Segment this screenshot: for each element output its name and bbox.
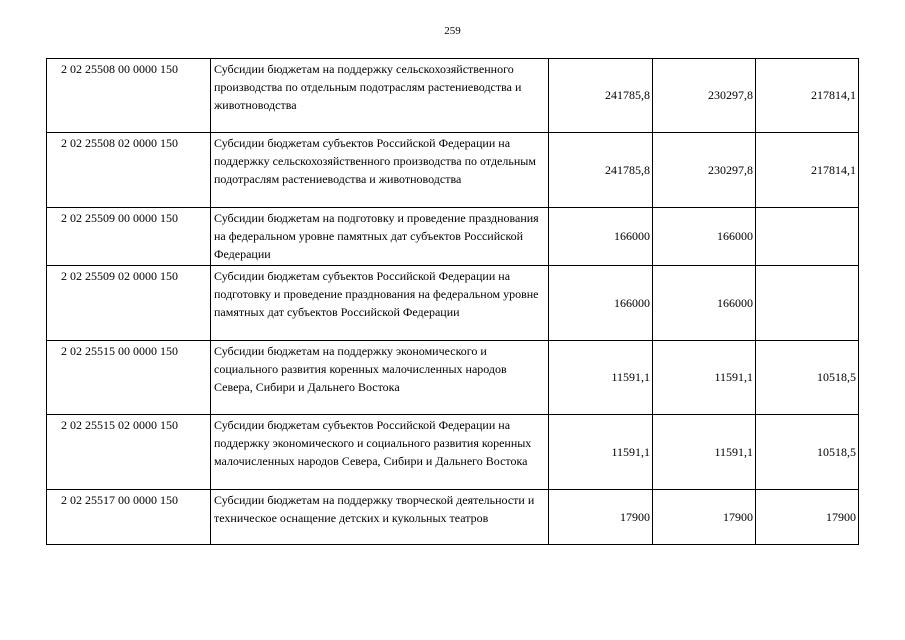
table-row bbox=[47, 208, 859, 266]
budget-description: Субсидии бюджетам на подготовку и проведение празднования на федеральном уровне памятных дат субъектов Российской Федерации bbox=[211, 208, 549, 266]
value-year-1: 11591,1 bbox=[549, 415, 653, 490]
value-year-1: 11591,1 bbox=[549, 341, 653, 415]
value-year-3: 10518,5 bbox=[756, 415, 859, 490]
value-year-2: 230297,8 bbox=[653, 133, 756, 208]
value-year-1: 241785,8 bbox=[549, 133, 653, 208]
budget-code: 2 02 25509 02 0000 150 bbox=[47, 266, 211, 341]
value-year-2: 166000 bbox=[653, 266, 756, 341]
budget-code: 2 02 25508 02 0000 150 bbox=[47, 133, 211, 208]
value-year-3: 217814,1 bbox=[756, 133, 859, 208]
budget-code: 2 02 25515 00 0000 150 bbox=[47, 341, 211, 415]
table-row bbox=[47, 266, 859, 341]
value-year-3 bbox=[756, 266, 859, 341]
budget-description: Субсидии бюджетам на поддержку сельскохозяйственного производства по отдельным подотраслям растениеводства и животноводства bbox=[211, 59, 549, 133]
table-row bbox=[47, 341, 859, 415]
budget-description: Субсидии бюджетам на поддержку экономического и социального развития коренных малочисленных народов Севера, Сибири и Дальнего Востока bbox=[211, 341, 549, 415]
page-number: 259 bbox=[444, 25, 461, 37]
budget-description: Субсидии бюджетам на поддержку творческой деятельности и техническое оснащение детских и кукольных театров bbox=[211, 490, 549, 545]
table-row bbox=[47, 415, 859, 490]
value-year-2: 17900 bbox=[653, 490, 756, 545]
table-row bbox=[47, 490, 859, 545]
value-year-2: 11591,1 bbox=[653, 341, 756, 415]
budget-table bbox=[46, 58, 859, 545]
budget-code: 2 02 25515 02 0000 150 bbox=[47, 415, 211, 490]
value-year-3 bbox=[756, 208, 859, 266]
table-row bbox=[47, 133, 859, 208]
value-year-3: 10518,5 bbox=[756, 341, 859, 415]
budget-description: Субсидии бюджетам субъектов Российской Федерации на подготовку и проведение празднования на федеральном уровне памятных дат субъектов Российской Федерации bbox=[211, 266, 549, 341]
value-year-3: 217814,1 bbox=[756, 59, 859, 133]
value-year-1: 166000 bbox=[549, 266, 653, 341]
budget-code: 2 02 25508 00 0000 150 bbox=[47, 59, 211, 133]
value-year-2: 11591,1 bbox=[653, 415, 756, 490]
table-row bbox=[47, 59, 859, 133]
value-year-1: 166000 bbox=[549, 208, 653, 266]
budget-code: 2 02 25509 00 0000 150 bbox=[47, 208, 211, 266]
value-year-1: 17900 bbox=[549, 490, 653, 545]
value-year-2: 166000 bbox=[653, 208, 756, 266]
budget-description: Субсидии бюджетам субъектов Российской Федерации на поддержку экономического и социального развития коренных малочисленных народов Севера, Сибири и Дальнего Востока bbox=[211, 415, 549, 490]
value-year-1: 241785,8 bbox=[549, 59, 653, 133]
value-year-2: 230297,8 bbox=[653, 59, 756, 133]
value-year-3: 17900 bbox=[756, 490, 859, 545]
budget-description: Субсидии бюджетам субъектов Российской Федерации на поддержку сельскохозяйственного производства по отдельным подотраслям растениеводства и животноводства bbox=[211, 133, 549, 208]
budget-code: 2 02 25517 00 0000 150 bbox=[47, 490, 211, 545]
